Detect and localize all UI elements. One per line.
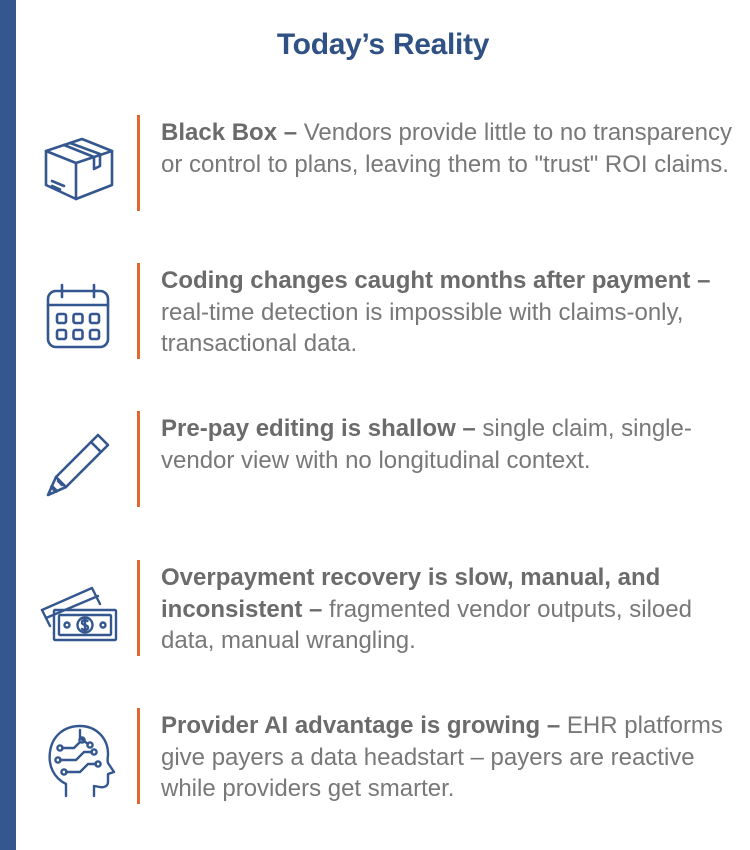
ai-head-icon — [36, 718, 120, 802]
item-divider — [137, 411, 140, 507]
reality-item-provider-ai — [16, 708, 750, 808]
item-text: Overpayment recovery is slow, manual, and inconsistent – fragmented vendor outputs, siloed data, manual wrangling. — [161, 564, 692, 654]
item-divider — [137, 560, 140, 656]
reality-item-coding-changes — [16, 263, 750, 363]
box-icon — [36, 125, 120, 209]
item-text: Black Box – Vendors provide little to no transparency or control to plans, leaving them to "trust" ROI claims. — [161, 119, 732, 178]
left-accent-bar — [0, 0, 16, 850]
item-divider — [137, 708, 140, 804]
item-divider — [137, 115, 140, 211]
item-text: Coding changes caught months after payment – real-time detection is impossible with claims-only, transactional data. — [161, 267, 711, 357]
money-icon — [36, 570, 120, 654]
item-text: Provider AI advantage is growing – EHR platforms give payers a data headstart – payers are reactive while providers get smarter. — [161, 712, 723, 802]
page-title: Today’s Reality — [276, 28, 490, 61]
item-text: Pre-pay editing is shallow – single claim, single-vendor view with no longitudinal context. — [161, 415, 692, 474]
reality-item-pre-pay-editing — [16, 411, 750, 511]
item-divider — [137, 263, 140, 359]
calendar-icon — [36, 273, 120, 357]
reality-item-black-box — [16, 115, 750, 215]
pencil-icon — [36, 421, 120, 505]
reality-item-overpayment-recovery — [16, 560, 750, 660]
